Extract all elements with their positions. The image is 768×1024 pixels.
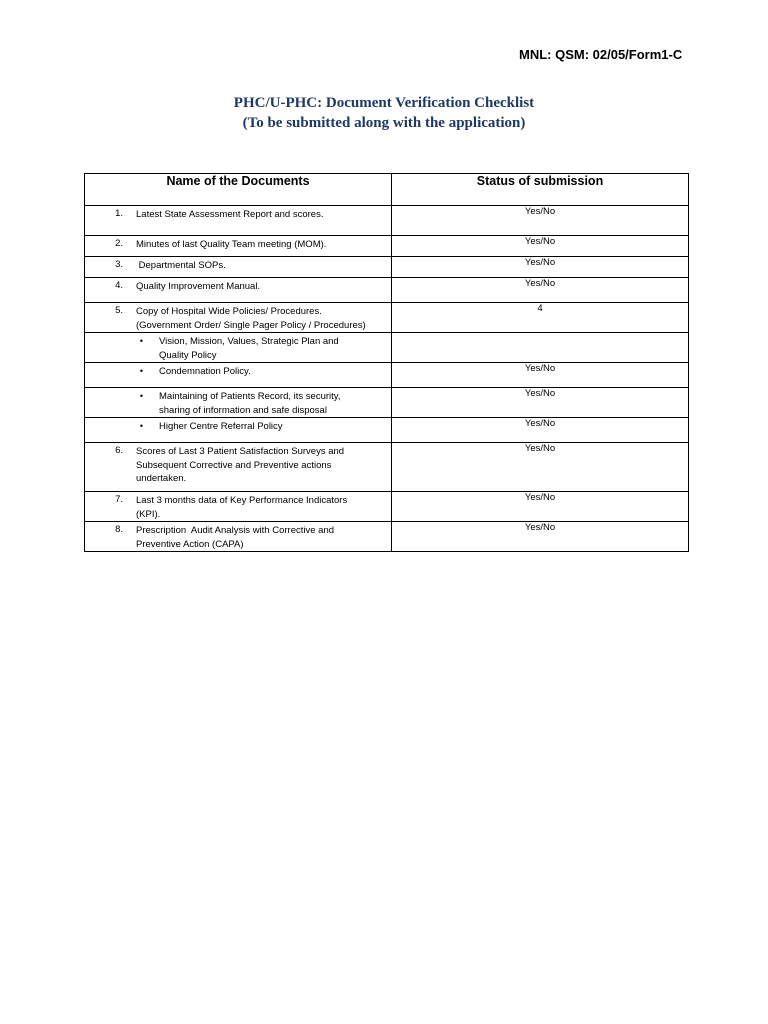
submission-status-cell xyxy=(392,278,689,303)
item-number: 1. xyxy=(115,208,123,219)
document-name xyxy=(136,259,391,273)
bullet-icon: • xyxy=(139,421,143,431)
document-name-cell xyxy=(85,333,392,363)
document-name-line: Copy of Hospital Wide Policies/ Procedures. xyxy=(136,306,322,317)
document-name-cell xyxy=(85,418,392,443)
item-number: 4. xyxy=(115,280,123,291)
item-number: 2. xyxy=(115,238,123,249)
item-number: 8. xyxy=(115,524,123,535)
document-name-line: undertaken. xyxy=(136,473,187,484)
document-name xyxy=(136,445,391,486)
submission-status: Yes/No xyxy=(524,492,556,503)
document-name xyxy=(136,494,391,521)
table-row xyxy=(85,443,689,492)
table-row xyxy=(85,333,689,363)
submission-status: Yes/No xyxy=(524,236,556,247)
item-number: 5. xyxy=(115,305,123,316)
document-name-line: (KPI). xyxy=(136,508,161,520)
document-name-cell xyxy=(85,363,392,388)
submission-status: Yes/No xyxy=(524,522,556,533)
document-name xyxy=(159,365,391,379)
submission-status-cell xyxy=(392,492,689,522)
document-name-line: Quality Policy xyxy=(159,349,217,361)
document-name-cell xyxy=(85,388,392,418)
document-name-line: Scores of Last 3 Patient Satisfaction Surveys and xyxy=(136,446,345,457)
document-name-cell xyxy=(85,257,392,278)
title-line-2: (To be submitted along with the application) xyxy=(242,115,526,131)
form-reference-code: MNL: QSM: 02/05/Form1-C xyxy=(519,47,683,62)
table-row xyxy=(85,236,689,257)
document-name-line: Preventive Action (CAPA) xyxy=(136,538,244,550)
submission-status-cell xyxy=(392,363,689,388)
item-number: 6. xyxy=(115,445,123,456)
submission-status-cell xyxy=(392,206,689,236)
document-name xyxy=(136,305,391,332)
document-name-line: Minutes of last Quality Team meeting (MOM). xyxy=(136,239,327,250)
document-name-line: Condemnation Policy. xyxy=(159,366,251,377)
submission-status-cell xyxy=(392,236,689,257)
submission-status: Yes/No xyxy=(524,388,556,399)
document-name-line: Departmental SOPs. xyxy=(136,260,226,271)
document-name-line: Last 3 months data of Key Performance Indicators xyxy=(136,495,348,506)
submission-status: 4 xyxy=(537,303,543,314)
submission-status: Yes/No xyxy=(524,257,556,268)
submission-status-cell xyxy=(392,522,689,552)
item-number: 7. xyxy=(115,494,123,505)
title-line-1: PHC/U-PHC: Document Verification Checklist xyxy=(233,95,535,111)
document-name-cell xyxy=(85,206,392,236)
submission-status-cell xyxy=(392,333,689,363)
table-row xyxy=(85,303,689,333)
submission-status-cell xyxy=(392,303,689,333)
document-name-line: Higher Centre Referral Policy xyxy=(159,421,283,432)
table-row xyxy=(85,418,689,443)
submission-status-cell xyxy=(392,443,689,492)
document-name xyxy=(159,390,391,417)
submission-status-cell xyxy=(392,418,689,443)
table-row xyxy=(85,363,689,388)
document-title xyxy=(0,93,768,133)
table-row xyxy=(85,278,689,303)
document-checklist-table xyxy=(84,173,689,552)
submission-status: Yes/No xyxy=(524,418,556,429)
column-header-name: Name of the Documents xyxy=(85,174,392,206)
document-name xyxy=(159,420,391,434)
document-name-line: Prescription Audit Analysis with Corrective and xyxy=(136,525,335,536)
document-name xyxy=(159,335,391,362)
bullet-icon: • xyxy=(139,336,143,346)
document-name-cell xyxy=(85,278,392,303)
document-name-cell xyxy=(85,443,392,492)
table-header-row xyxy=(85,174,689,206)
document-name-cell xyxy=(85,492,392,522)
document-name xyxy=(136,280,391,294)
submission-status: Yes/No xyxy=(524,278,556,289)
document-name-line: (Government Order/ Single Pager Policy / Procedures) xyxy=(136,319,366,331)
table-row xyxy=(85,257,689,278)
document-name-line: Maintaining of Patients Record, its security, xyxy=(159,391,341,402)
document-name-cell xyxy=(85,522,392,552)
submission-status: Yes/No xyxy=(524,206,556,217)
table-row xyxy=(85,388,689,418)
submission-status: Yes/No xyxy=(524,363,556,374)
document-name-cell xyxy=(85,303,392,333)
bullet-icon: • xyxy=(139,366,143,376)
submission-status: Yes/No xyxy=(524,443,556,454)
table-row xyxy=(85,206,689,236)
submission-status-cell xyxy=(392,388,689,418)
submission-status-cell xyxy=(392,257,689,278)
bullet-icon: • xyxy=(139,391,143,401)
table-row xyxy=(85,522,689,552)
document-name-line: Subsequent Corrective and Preventive actions xyxy=(136,459,332,471)
document-name-line: Latest State Assessment Report and scores. xyxy=(136,209,324,220)
document-name-cell xyxy=(85,236,392,257)
document-name-line: Vision, Mission, Values, Strategic Plan and xyxy=(159,336,339,347)
item-number: 3. xyxy=(115,259,123,270)
document-name xyxy=(136,524,391,551)
document-name xyxy=(136,238,391,252)
column-header-status: Status of submission xyxy=(392,174,689,206)
table-row xyxy=(85,492,689,522)
document-name-line: Quality Improvement Manual. xyxy=(136,281,261,292)
document-name-line: sharing of information and safe disposal xyxy=(159,404,327,416)
document-name xyxy=(136,208,391,222)
